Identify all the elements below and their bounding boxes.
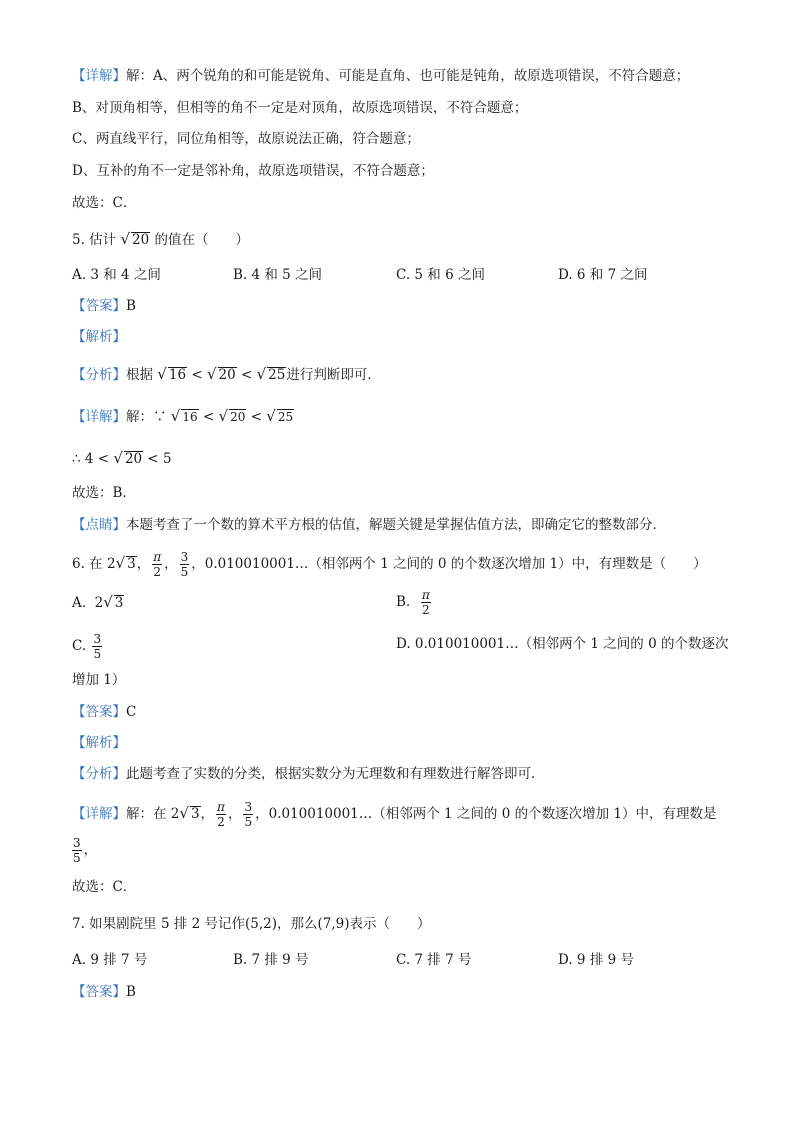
prev-detail-line — [72, 66, 689, 86]
dianjing-tag: 【点睛】 — [72, 517, 126, 533]
q6-option-c: C. $\frac{3}{5}$ — [72, 632, 102, 661]
q5-suffix: 的值在（ ） — [154, 232, 250, 248]
q5-prefix: 5. 估计 — [72, 232, 117, 248]
prev-detail-a: 解：A、两个锐角的和可能是锐角、可能是直角、也可能是钝角，故原选项错误，不符合题意； — [126, 68, 690, 84]
q5-choose: 故选：B． — [72, 485, 136, 501]
q5-answer-value: B — [126, 298, 136, 314]
q7-option-a: A. 9 排 7 号 — [72, 952, 148, 968]
q5-option-c: C. 5 和 6 之间 — [396, 267, 485, 283]
sqrt-20: √ 20 — [120, 230, 150, 248]
q5-analysis-tag: 【解析】 — [72, 329, 126, 345]
coord-5-2: (5,2) — [245, 916, 278, 932]
q6-choose: 故选：C． — [72, 879, 137, 895]
q7-option-d: D. 9 排 9 号 — [558, 952, 634, 968]
q5-answer — [72, 296, 136, 316]
q6-option-b: B. $\frac{\pi}{2}$ — [396, 588, 430, 617]
fraction-3-over-5: $\frac{3}{5}$ — [180, 550, 189, 579]
sqrt-25: √ 25 — [256, 365, 286, 383]
prev-detail-d: D、互补的角不一定是邻补角，故原选项错误，不符合题意； — [72, 163, 434, 179]
q5-stem — [72, 229, 249, 250]
q6-analysis-tag: 【解析】 — [72, 735, 126, 751]
q5-therefore: ∴ 4 < √ 20 < 5 — [72, 449, 172, 467]
q7-stem: 7. 如果剧院里 5 排 2 号记作(5,2)，那么(7,9)表示（ ） — [72, 916, 431, 932]
fenxi-tag: 【分析】 — [72, 367, 126, 383]
q5-detail: 【详解】解：∵ √ 16 < √ 20 < √ 25 — [72, 407, 294, 425]
q5-fenxi: 【分析】根据 √ 16 < √ 20 < √ 25进行判断即可． — [72, 365, 381, 383]
q5-option-a: A. 3 和 4 之间 — [72, 267, 161, 283]
detail-tag: 【详解】 — [72, 68, 126, 84]
fraction-pi-over-2: $\frac{\pi}{2}$ — [153, 550, 162, 579]
q5-option-b: B. 4 和 5 之间 — [233, 267, 323, 283]
q6-option-d-cont: 增加 1） — [72, 672, 126, 688]
prev-detail-c: C、两直线平行，同位角相等，故原说法正确，符合题意； — [72, 131, 420, 147]
q6-stem: 6. 在 2√ 3， $\frac{\pi}{2}$ ， $\frac{3}{5}$ ，0.010010001…（相邻两个 1 之间的 0 的个数逐次增加 1）中，有理数是（ ） — [72, 550, 707, 579]
q5-dianjing: 【点睛】本题考查了一个数的算术平方根的估值，解题关键是掌握估值方法，即确定它的整数部分． — [72, 517, 666, 533]
detail-tag: 【详解】 — [72, 409, 126, 425]
q6-fenxi: 【分析】此题考查了实数的分类，根据实数分为无理数和有理数进行解答即可． — [72, 766, 545, 782]
q6-answer: 【答案】C — [72, 704, 137, 720]
q6-detail: 【详解】解：在 2√ 3， $\frac{\pi}{2}$ ， $\frac{3}{5}$ ，0.010010001…（相邻两个 1 之间的 0 的个数逐次增加 1）中，有理数是 — [72, 800, 717, 829]
answer-tag: 【答案】 — [72, 298, 126, 314]
two-root-three: 2√ 3 — [106, 554, 136, 572]
q5-option-d: D. 6 和 7 之间 — [558, 267, 648, 283]
q6-detail-result: $\frac{3}{5}$ ， — [73, 836, 98, 865]
q7-answer: 【答案】B — [72, 984, 136, 1000]
q6-option-a: A. 2√ 3 — [72, 593, 124, 611]
sqrt-16: √ 16 — [157, 365, 187, 383]
coord-7-9: (7,9) — [317, 916, 350, 932]
prev-detail-b: B、对顶角相等，但相等的角不一定是对顶角，故原选项错误，不符合题意； — [72, 100, 528, 116]
q7-option-b: B. 7 排 9 号 — [233, 952, 309, 968]
sqrt-20: √ 20 — [206, 365, 236, 383]
prev-choose: 故选：C． — [72, 195, 137, 211]
q6-option-d: D. 0.010010001…（相邻两个 1 之间的 0 的个数逐次 — [396, 636, 729, 652]
q7-option-c: C. 7 排 7 号 — [396, 952, 472, 968]
